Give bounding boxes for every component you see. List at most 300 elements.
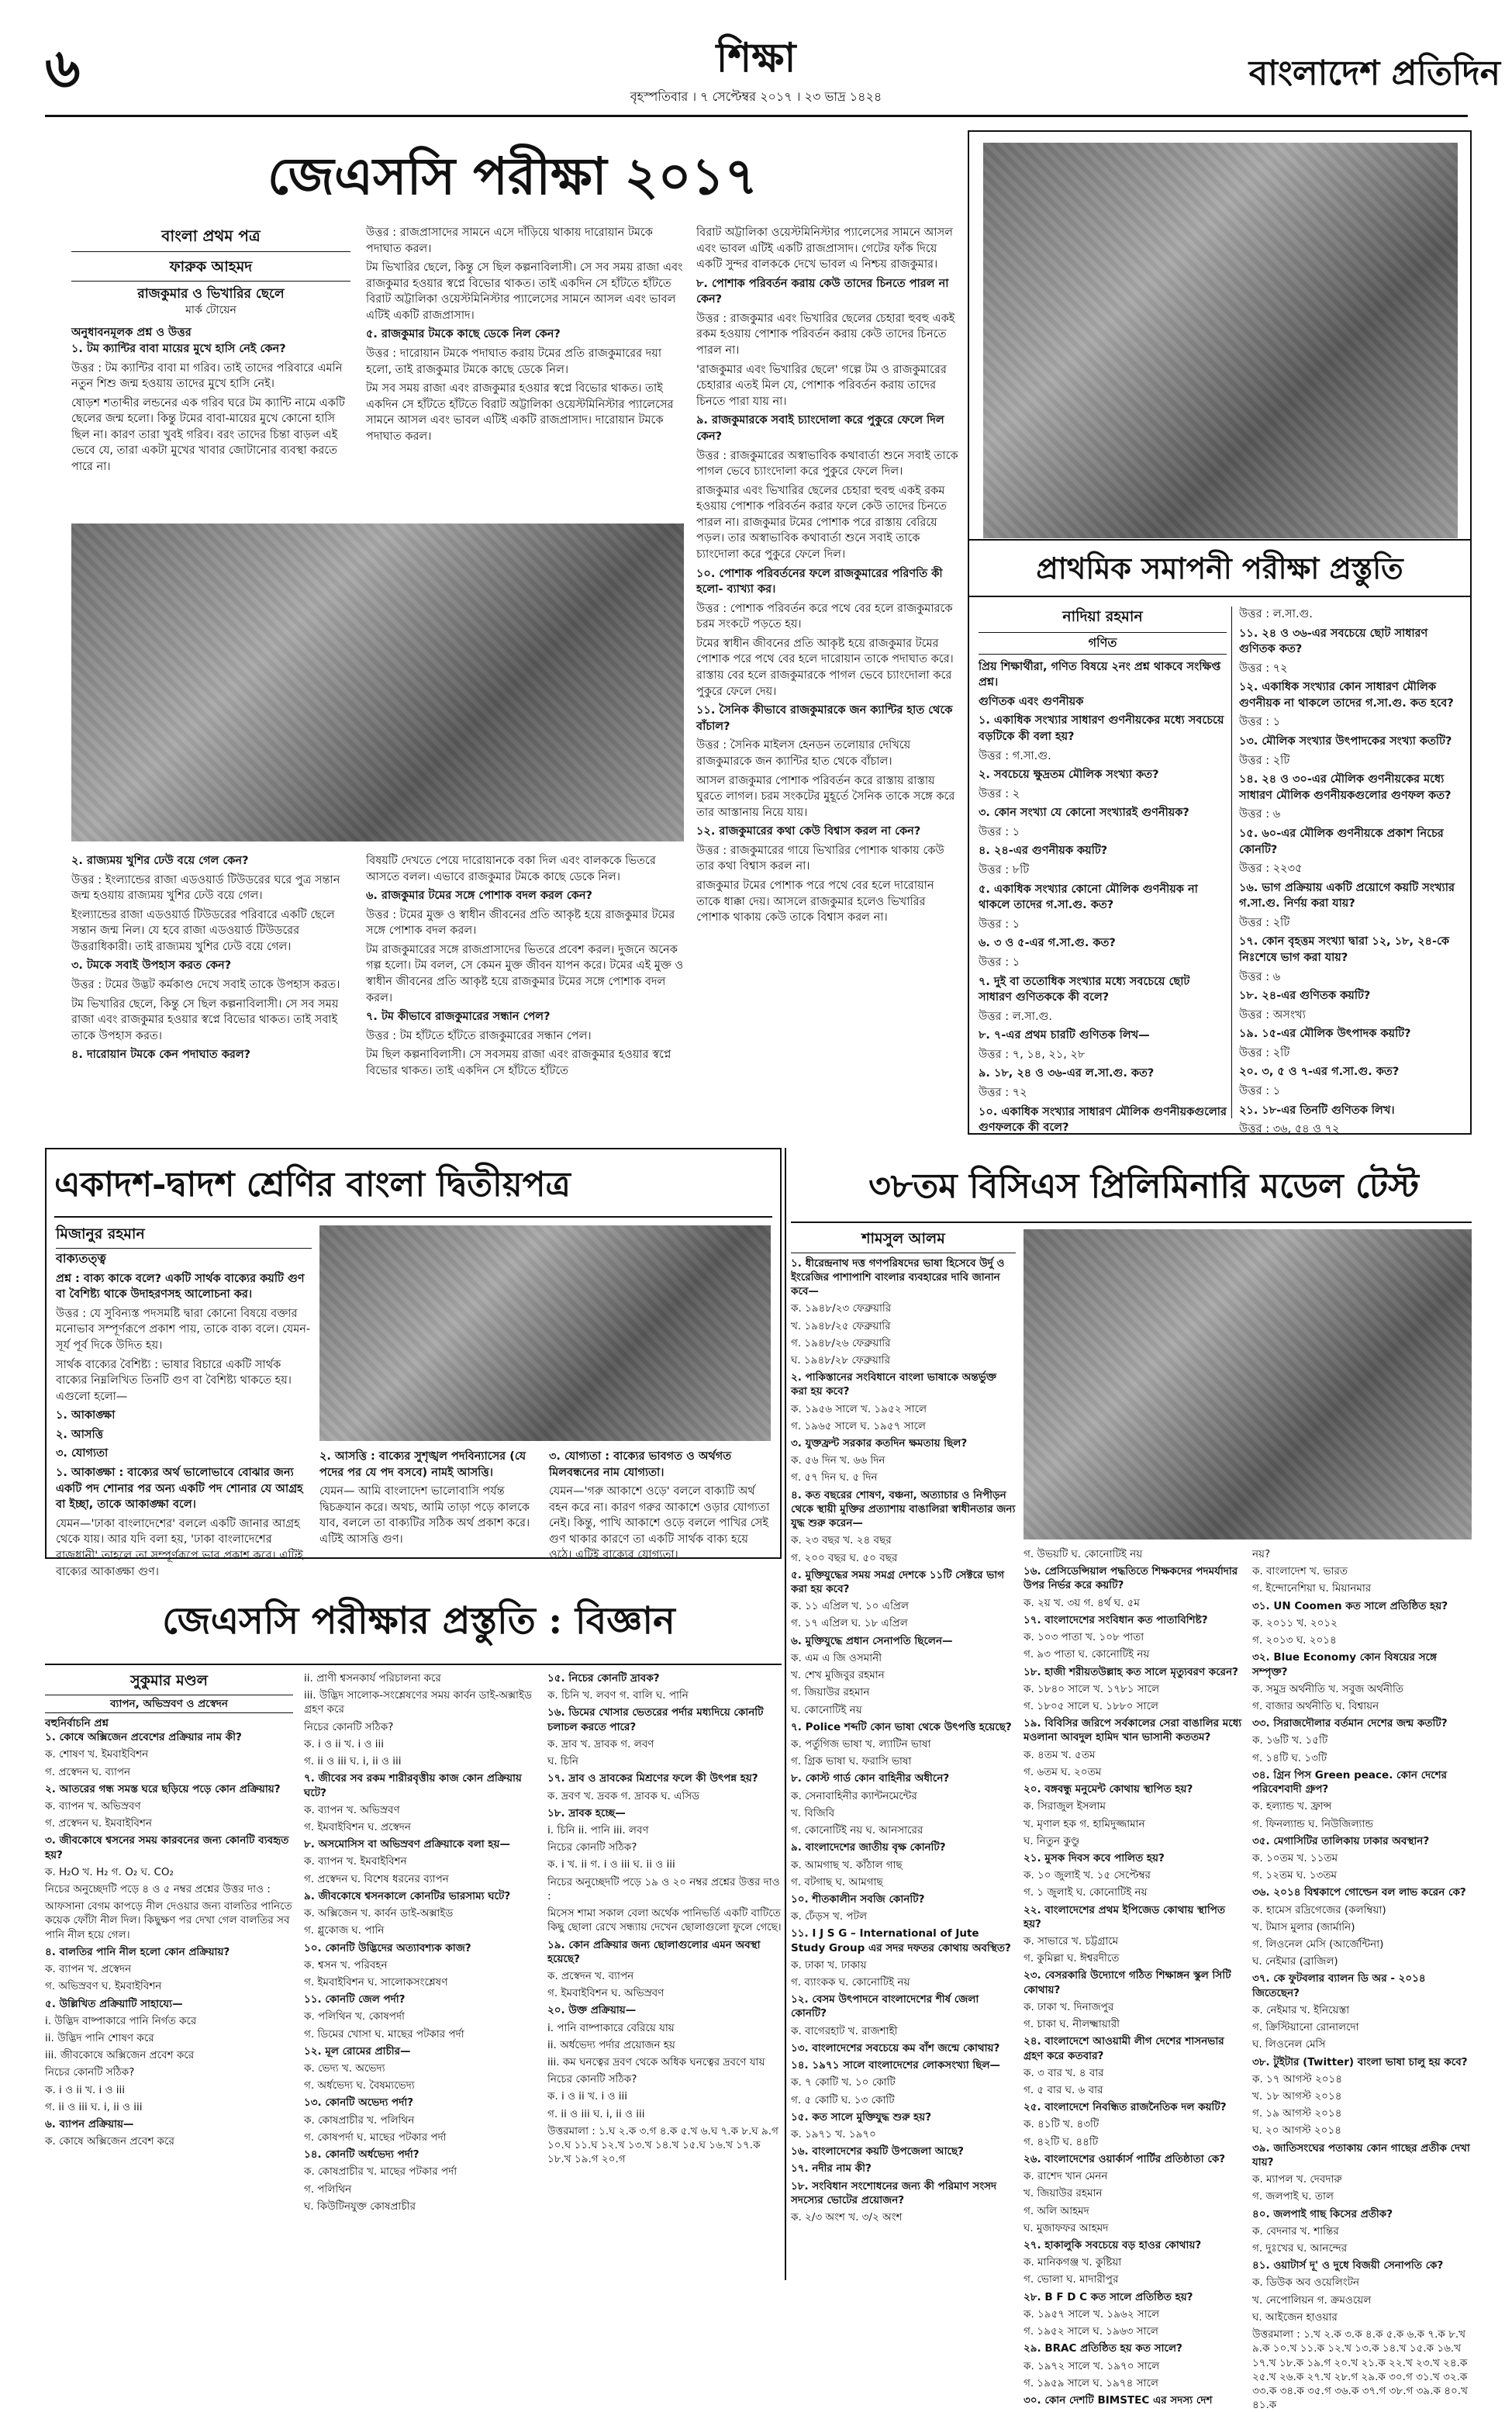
psc-topic: গুণিতক এবং গুণনীয়ক bbox=[979, 695, 1084, 708]
text-line: খ. বিজিবি bbox=[791, 1806, 835, 1819]
text-line: ঘ. মুজাফফর আহমদ bbox=[1024, 2221, 1109, 2234]
text-line: গ. ১৯৬৫ সালে ঘ. ১৯৫৭ সালে bbox=[791, 1419, 926, 1432]
jsc-a4-detail: টম ভিখারির ছেলে, কিন্তু সে ছিল কল্পনাবিলাসী। সে সব সময় রাজা এবং রাজকুমার হওয়ার স্বপ্নে বিভোর থাকত। তাই একদিন সে হাঁটতে হাঁটতে বিরাট অট্টালিকা ওয়েস্টমিনিস্টার প্যালেসের সামনে আসল এবং ভাবল এটিই একটি রাজপ্রাসাদ। bbox=[366, 261, 683, 322]
text-line: ১৮. দ্রাবক হচ্ছে— bbox=[547, 1806, 626, 1819]
jsc-a3: উত্তর : টমের উদ্ভট কর্মকাণ্ড দেখে সবাই তাকে উপহাস করত। bbox=[71, 979, 340, 992]
text-line: গ. কুমিল্লা ঘ. ঈশ্বরদীতে bbox=[1024, 1952, 1120, 1965]
text-line: ৫. মুক্তিযুদ্ধের সময় সমগ্র দেশকে ১১টি সেক্টরে ভাগ করা হয় কবে? bbox=[791, 1568, 1005, 1596]
text-line: খ. ১৯৪৮/২৫ ফেব্রুয়ারি bbox=[791, 1319, 891, 1332]
text-line: ক. ১১ এপ্রিল খ. ১০ এপ্রিল bbox=[791, 1600, 909, 1613]
jsc-q11: ১১. সৈনিক কীভাবে রাজকুমারকে জন ক্যান্টির হাত থেকে বাঁচাল? bbox=[696, 704, 953, 733]
bcs-column-3 bbox=[1252, 1547, 1472, 2412]
bangla2-title-rule bbox=[54, 1216, 772, 1218]
jsc-author: ফারুক আহমদ bbox=[169, 258, 253, 276]
text-line: উত্তর : ২টি bbox=[1239, 754, 1290, 767]
jsc-q9: ৯. রাজকুমারকে সবাই চ্যাংদোলা করে পুকুরে ফেলে দিল কেন? bbox=[696, 414, 944, 443]
text-line: উত্তর : ২২৩৫ bbox=[1239, 862, 1303, 876]
text-line: i. চিনি ii. পানি iii. লবণ bbox=[547, 1823, 649, 1837]
text-line: ৩৬. ২০১৪ বিশ্বকাপে গোল্ডেন বল লাভ করেন কে? bbox=[1252, 1886, 1466, 1899]
text-line: উত্তর : ৬ bbox=[1239, 970, 1281, 983]
text-line: ৩. জীবকোষে শ্বসনের সময় কারবনের জন্য কোনটি ব্যবহৃত হয়? bbox=[45, 1834, 289, 1861]
text-line: ক. ৫৬ দিন খ. ৬৬ দিন bbox=[791, 1454, 885, 1467]
jsc-headline: জেএসসি পরীক্ষা ২০১৭ bbox=[268, 146, 758, 206]
text-line: ক. ভেদ্য খ. অভেদ্য bbox=[304, 2062, 385, 2075]
bangla2-author: মিজানুর রহমান bbox=[56, 1225, 145, 1242]
text-line: ৩২. Blue Economy কোন বিষয়ের সঙ্গে সম্পৃক্ত? bbox=[1252, 1651, 1437, 1678]
text-line: ক. হল্যান্ড খ. ফ্রান্স bbox=[1252, 1800, 1332, 1813]
text-line: ২৯. BRAC প্রতিষ্ঠিত হয় কত সালে? bbox=[1024, 2342, 1182, 2355]
text-line: উত্তর : ৩৬, ৫৪ ও ৭২ bbox=[1239, 1123, 1340, 1136]
text-line: গ. ১৯ আগস্ট ২০১৪ bbox=[1252, 2107, 1342, 2120]
text-line: উত্তর : ২টি bbox=[1239, 1046, 1290, 1059]
science-question-list-1 bbox=[45, 1730, 293, 2148]
text-line: ৩৫. মেগাসিটির তালিকায় ঢাকার অবস্থান? bbox=[1252, 1834, 1430, 1847]
bcs-rule bbox=[791, 1222, 1472, 1223]
text-line: ii. উদ্ভিদ পানি শোষণ করে bbox=[45, 2032, 154, 2045]
text-line: ২৫. বাংলাদেশে নিবন্ধিত রাজনৈতিক দল কয়টি? bbox=[1024, 2101, 1227, 2114]
text-line: ১৩. মৌলিক সংখ্যার উৎপাদকের সংখ্যা কতটি? bbox=[1239, 735, 1452, 748]
text-line: ঘ. কিউটিনযুক্ত কোষপ্রাচীর bbox=[304, 2199, 416, 2213]
jsc-column-2 bbox=[366, 225, 684, 516]
jsc-a8-detail: 'রাজকুমার এবং ভিখারির ছেলে' গল্পে টম ও রাজকুমারের চেহারার এতই মিল যে, পোশাক পরিবর্তন করায় তাদের চিনতে পারা যায় না। bbox=[696, 363, 947, 408]
text-line: ১৭. নদীর নাম কী? bbox=[791, 2162, 872, 2175]
text-line: ৭. Police শব্দটি কোন ভাষা থেকে উৎপত্তি হয়েছে? bbox=[791, 1720, 1012, 1733]
text-line: ৩. যুক্তফ্রন্ট সরকার কতদিন ক্ষমতায় ছিল? bbox=[791, 1437, 968, 1450]
text-line: গ. ১৪টি ঘ. ১৩টি bbox=[1252, 1751, 1327, 1764]
text-line: ক. কোষপ্রাচীর খ. পলিথিন bbox=[304, 2113, 415, 2127]
text-line: গ. ইমবাইবিশন ঘ. সালোকসংশ্লেষণ bbox=[304, 1975, 448, 1989]
text-line: গ. কোনোটিই নয় ঘ. আনসারের bbox=[791, 1824, 923, 1837]
jsc-a9: উত্তর : রাজকুমারের অস্বাভাবিক কথাবার্তা শুনে সবাই তাকে পাগল ভেবে চ্যাংদোলা করে পুকুরে ফেলে দিল। bbox=[696, 449, 958, 479]
text-line: ১০. একাধিক সংখ্যার সাধারণ মৌলিক গুণনীয়কগুলোর গুণফলকে কী বলে? bbox=[979, 1105, 1227, 1135]
text-line: গ. পলিথিন bbox=[304, 2182, 352, 2196]
text-line: ১০. কোনটি উদ্ভিদের অত্যাবশ্যক কাজ? bbox=[304, 1941, 471, 1954]
text-line: ২. আতরের গন্ধ সমস্ত ঘরে ছড়িয়ে পড়ে কোন প্রক্রিয়ায়? bbox=[45, 1782, 281, 1795]
text-line: ক. ২০১১ খ. ২০১২ bbox=[1252, 1616, 1338, 1629]
text-line: গ. ৪২টি ঘ. ৪৪টি bbox=[1024, 2135, 1099, 2148]
text-line: ৬. ব্যাপন প্রক্রিয়ায়— bbox=[45, 2118, 134, 2131]
text-line: নিচের অনুচ্ছেদটি পড়ে ১৯ ও ২০ নম্বর প্রশ্নের উত্তর দাও : bbox=[547, 1875, 780, 1902]
text-line: ৪. ২৪-এর গুণনীয়ক কয়টি? bbox=[979, 845, 1108, 858]
jsc-a12-detail: রাজকুমার টমের পোশাক পরে পথে বের হলে দারোয়ান তাকে ধাক্কা দেয়। আসলে রাজকুমার হলেও ভিখারির পোশাক থাকায় কেউ তাকে বিশ্বাস করল না। bbox=[696, 879, 934, 924]
text-line: ৫. উল্লিখিত প্রক্রিয়াটি সাহায্যে— bbox=[45, 1997, 183, 2010]
bangla2-column-1 bbox=[56, 1224, 312, 1578]
jsc-q7: ৭. টম কীভাবে রাজকুমারের সন্ধান পেল? bbox=[366, 1011, 551, 1024]
text-line: ক. দ্রাব খ. দ্রাবক গ. লবণ bbox=[547, 1737, 654, 1750]
text-line: ii. প্রাণী শ্বসনকার্য পরিচালনা করে bbox=[304, 1672, 441, 1685]
bcs-author: শামসুল আলম bbox=[791, 1229, 1016, 1253]
bcs-column-1 bbox=[791, 1229, 1016, 2284]
text-line: নিচের কোনটি সঠিক? bbox=[45, 2066, 135, 2079]
text-line: ৩৪. গ্রিন পিস Green peace. কোন দেশের পরিবেশবাদী গ্রুপ? bbox=[1252, 1768, 1448, 1796]
text-line: ১৩. বাংলাদেশের সবচেয়ে কম বাঁশ জন্মে কোথায়? bbox=[791, 2041, 1000, 2054]
text-line: ১৯. বিবিসির জরিপে সর্বকালের সেরা বাঙালির মধ্যে মওলানা আবদুল হামিদ খান ভাসানী কততম? bbox=[1024, 1717, 1242, 1744]
byline-rule bbox=[71, 281, 350, 282]
text-line: ৬. ৩ ও ৫-এর গ.সা.গু. কত? bbox=[979, 937, 1116, 950]
text-line: গ. লিওনেল মেসি (আর্জেন্টিনা) bbox=[1252, 1938, 1384, 1951]
text-line: ৩৯. জাতিসংঘের পতাকায় কোন গাছের প্রতীক দেখা যায়? bbox=[1252, 2141, 1470, 2168]
text-line: ২২. বাংলাদেশের প্রথম ইপিজেড কোথায় স্থাপিত হয়? bbox=[1024, 1903, 1226, 1930]
text-line: ২. আসত্তি : বাক্যের সুশৃঙ্খল পদবিন্যাসের (যে পদের পর যে পদ বসবে) নামই আসত্তি। bbox=[319, 1450, 526, 1479]
jsc-q4: ৪. দারোয়ান টমকে কেন পদাঘাত করল? bbox=[71, 1049, 251, 1062]
text-line: ক. চিনি খ. লবণ গ. বালি ঘ. পানি bbox=[547, 1689, 689, 1702]
students-reading-photo bbox=[983, 143, 1458, 538]
text-line: ১১. কোনটি জেল পর্দা? bbox=[304, 1993, 406, 2006]
text-line: গ. ডিমের খোসা ঘ. মাছের পটকার পর্দা bbox=[304, 2027, 464, 2041]
psc-divider bbox=[1231, 606, 1232, 1118]
text-line: উত্তর : ১ bbox=[979, 955, 1020, 969]
text-line: ১৬. প্রেসিডেন্সিয়াল পদ্ধতিতে শিক্ষকদের পদমর্যাদার উপর নির্ভর করে কয়টি? bbox=[1024, 1565, 1238, 1592]
bangla2-text-2 bbox=[319, 1449, 540, 1547]
text-line: ১৩. কোনটি অভেদ্য পর্দা? bbox=[304, 2096, 414, 2110]
text-line: ক. ৪১টি খ. ৪৩টি bbox=[1024, 2118, 1099, 2131]
text-line: ক. ব্যাপন খ. অভিস্রবণ bbox=[304, 1803, 400, 1816]
psc-title-banner bbox=[969, 539, 1470, 597]
text-line: i. পানি বাষ্পাকারে বেরিয়ে যায় bbox=[547, 2021, 675, 2034]
jsc-a4: উত্তর : রাজপ্রাসাদের সামনে এসে দাঁড়িয়ে থাকায় দারোয়ান টমকে পদাঘাত করল। bbox=[366, 226, 653, 255]
text-line: ক. ৭ কোটি খ. ১০ কোটি bbox=[791, 2076, 896, 2089]
text-line: ঘ. কোনোটিই নয় bbox=[791, 1703, 862, 1716]
text-line: ক. পর্তুগিজ ভাষা খ. ল্যাটিন ভাষা bbox=[791, 1737, 931, 1750]
text-line: ২৮. B F D C কত সালে প্রতিষ্ঠিত হয়? bbox=[1024, 2290, 1193, 2303]
text-line: গ. ৫ বার ঘ. ৬ বার bbox=[1024, 2084, 1103, 2096]
text-line: গ. ১৯৫৯ সালে ঘ. ১৯৭৪ সালে bbox=[1024, 2376, 1158, 2390]
jsc-a8: উত্তর : রাজকুমার এবং ভিখারির ছেলের চেহারা হুবহু একই রকম হওয়ায় পোশাক পরিবর্তন করায় কেউ তাদের চিনতে পারল না। bbox=[696, 312, 955, 358]
text-line: ৩০. কোন দেশটি BIMSTEC এর সদস্য দেশ bbox=[1024, 2393, 1213, 2407]
jsc-a12: উত্তর : রাজকুমারের গায়ে ভিখারির পোশাক থাকায় কেউ তার কথা বিশ্বাস করল না। bbox=[696, 844, 944, 873]
jsc-q12: ১২. রাজকুমারের কথা কেউ বিশ্বাস করল না কেন? bbox=[696, 825, 921, 838]
text-line: গ. অর্ধভেদ্য ঘ. বৈষম্যভেদ্য bbox=[304, 2079, 415, 2092]
jsc-a5: উত্তর : দারোয়ান টমকে পদাঘাত করায় টমের প্রতি রাজকুমারের দয়া হলো, তাই রাজকুমার টমকে কাছে ডেকে নিল। bbox=[366, 347, 662, 376]
psc-column-2 bbox=[1239, 606, 1464, 1136]
text-line: উত্তর : গ.সা.গু. bbox=[979, 749, 1051, 762]
text-line: গ. ii ও iii ঘ. i, ii ও iii bbox=[45, 2100, 143, 2113]
psc-title: প্রাথমিক সমাপনী পরীক্ষা প্রস্তুতি bbox=[1036, 551, 1403, 586]
text-line: ১৮. ২৪-এর গুণিতক কয়টি? bbox=[1239, 990, 1371, 1003]
text-line: উত্তরমালা : ১.খ ২.ক ৩.ক ৪.ক ৫.ক ৬.ক ৭.ক ৮.খ ৯.ক ১০.খ ১১.ক ১২.খ ১৩.ক ১৪.খ ১৫.ক ১৬.খ ১৭.খ ১৮.ক ১৯.গ ২০.খ ২১.ক ২২.খ ২৩.খ ২৪.ক ২৫.খ ২৬.ক ২৭.খ ২৮.গ ২৯.ক ৩০.গ ৩১.খ ৩২.ক ৩৩.ক ৩৪.ক ৩৫.গ ৩৬.ক ৩৭.গ ৩৮.গ ৩৯.ক ৪০.খ ৪১.ক bbox=[1252, 2328, 1468, 2412]
text-line: ৯. জীবকোষে শ্বসনকালে কোনটির ভারসাম্য ঘটে? bbox=[304, 1889, 511, 1902]
text-line: গ. ১৭ এপ্রিল ঘ. ১৮ এপ্রিল bbox=[791, 1617, 908, 1630]
jsc-a2: উত্তর : ইংল্যান্ডের রাজা এডওয়ার্ড টিউডরের ঘরে পুত্র সন্তান জন্ম হওয়ায় রাজ্যময় খুশির ঢেউ বয়ে গেল। bbox=[71, 873, 340, 903]
text-line: ৯. ১৮, ২৪ ও ৩৬-এর ল.সা.গু. কত? bbox=[979, 1067, 1155, 1080]
text-line: ৮. ৭-এর প্রথম চারটি গুণিতক লিখ— bbox=[979, 1029, 1150, 1042]
text-line: উত্তর : অসংখ্য bbox=[1239, 1008, 1306, 1021]
text-line: ১. আকাঙ্ক্ষা bbox=[56, 1409, 116, 1422]
text-line: ২৬. বাংলাদেশের ওয়ার্কার্স পার্টির প্রতিষ্ঠাতা কে? bbox=[1024, 2152, 1226, 2165]
jsc-q5: ৫. রাজকুমার টমকে কাছে ডেকে নিল কেন? bbox=[366, 328, 561, 341]
text-line: ২০. বঙ্গবন্ধু মনুমেন্ট কোথায় স্থাপিত হয়? bbox=[1024, 1783, 1193, 1796]
text-line: ১৪. ২৪ ও ৩০-এর মৌলিক গুণনীয়কের মধ্যে সাধারণ মৌলিক গুণনীয়কগুলোর গুণফল কত? bbox=[1239, 773, 1452, 802]
text-line: ক. ঢাকা খ. ঢাকায় bbox=[791, 1958, 867, 1971]
text-line: প্রশ্ন : বাক্য কাকে বলে? একটি সার্থক বাক্যের কয়টি গুণ বা বৈশিষ্ট্য থাকে উদাহরণসহ আলোচনা কর। bbox=[56, 1272, 305, 1301]
text-line: গ. ৫ কোটি ঘ. ১৩ কোটি bbox=[791, 2093, 895, 2106]
text-line: ১৬. ডিমের খোসার ভেতরের পর্দার মধ্যদিয়ে কোনটি চলাচল করতে পারে? bbox=[547, 1706, 764, 1733]
text-line: ২১. ১৮-এর তিনটি গুণিতক লিখ। bbox=[1239, 1104, 1395, 1117]
bcs-question-list-2 bbox=[1024, 1547, 1244, 2407]
jsc-a9-detail: রাজকুমার এবং ভিখারির ছেলের চেহারা হুবহু একই রকম হওয়ায় পোশাক পরিবর্তন করার ফলে কেউ তাদের চিনতে পারল না। রাজকুমার টমের পোশাক পরে রাস্তায় বেরিয়ে পড়ল। তার অস্বাভাবিক কথাবার্তা শুনে সবাই তাকে চ্যাংদোলা করে পুকুরে ফেলে দিল। bbox=[696, 484, 947, 561]
jsc-q10: ১০. পোশাক পরিবর্তনের ফলে রাজকুমারের পরিণতি কী হলো- ব্যাখ্যা কর। bbox=[696, 567, 943, 596]
text-line: ক. আমগাছ খ. কাঁঠাল গাছ bbox=[791, 1858, 903, 1871]
text-line: ক. ১৯৭১ খ. ১৯৭০ bbox=[791, 2128, 876, 2141]
text-line: ক. i খ. ii গ. i ও iii ঘ. ii ও iii bbox=[547, 1858, 675, 1871]
text-line: ১২. একাধিক সংখ্যার কোন সাধারণ মৌলিক গুণনীয়ক না থাকলে তাদের গ.সা.গু. কত হবে? bbox=[1239, 681, 1454, 710]
text-line: ক. ১০ জুলাই খ. ১৫ সেপ্টেম্বর bbox=[1024, 1869, 1151, 1882]
text-line: ঘ. লিওনেল মেসি bbox=[1252, 2038, 1326, 2051]
page-header bbox=[0, 0, 1512, 132]
section-name: শিক্ষা bbox=[716, 34, 796, 81]
text-line: iii. কম ঘনত্বের দ্রবণ থেকে অধিক ঘনত্বের দ্রবণে যায় bbox=[547, 2056, 765, 2069]
science-column-3 bbox=[547, 1671, 782, 2284]
text-line: ৯. বাংলাদেশের জাতীয় বৃক্ষ কোনটি? bbox=[791, 1841, 946, 1854]
text-line: গ. উভয়টি ঘ. কোনোটিই নয় bbox=[1024, 1548, 1143, 1560]
text-line: i. উদ্ভিদ বাষ্পাকারে পানি নির্গত করে bbox=[45, 2014, 197, 2027]
bcs-headline: ৩৮তম বিসিএস প্রিলিমিনারি মডেল টেস্ট bbox=[868, 1166, 1419, 1206]
text-line: ক. i ও ii খ. i ও iii bbox=[547, 2090, 628, 2103]
text-line: ক. এম এ জি ওসমানী bbox=[791, 1651, 882, 1664]
text-line: গ. ২০০ বছর ঘ. ৫০ বছর bbox=[791, 1551, 898, 1564]
text-line: ক. ১৭ আগস্ট ২০১৪ bbox=[1252, 2072, 1343, 2085]
text-line: ২১. মুসক দিবস কবে পালিত হয়? bbox=[1024, 1851, 1165, 1864]
text-line: ক. ১৯৪৮/২৩ ফেব্রুয়ারি bbox=[791, 1302, 892, 1315]
text-line: গ. জলপাই ঘ. তাল bbox=[1252, 2190, 1334, 2203]
text-line: ক. ১৮৪০ সালে খ. ১৭৮১ সালে bbox=[1024, 1682, 1160, 1695]
text-line: ক. ঢেঁড়স খ. পটল bbox=[791, 1910, 868, 1923]
science-chapter: ব্যাপন, অভিস্রবণ ও প্রস্বেদন bbox=[45, 1695, 293, 1713]
text-line: ৩৩. সিরাজদৌলার বর্তমান দেশের জন্ম কতটি? bbox=[1252, 1717, 1448, 1730]
text-line: যেমন—'ঢাকা বাংলাদেশের' বললে একটি জানার আগ্রহ থেকে যায়। আর যদি বলা হয়, 'ঢাকা বাংলাদেশের রাজধানী' তাহলে তা সম্পূর্ণরূপে ভাব প্রকাশ করে। এটিই বাক্যের আকাঙ্ক্ষা গুণ। bbox=[56, 1517, 303, 1578]
text-line: উত্তরমালা : ১.ঘ ২.ক ৩.গ ৪.ক ৫.খ ৬.ঘ ৭.ক ৮.ঘ ৯.গ ১০.ঘ ১১.ঘ ১২.খ ১৩.খ ১৪.খ ১৫.ঘ ১৬.খ ১৭.ক ১৮.খ ১৯.গ ২০.গ bbox=[547, 2124, 778, 2166]
text-line: গ. ৯৩ পাতা ঘ. কোনোটিই নয় bbox=[1024, 1648, 1150, 1661]
jsc-a7-cont: বিরাট অট্টালিকা ওয়েস্টমিনিস্টার প্যালেসের সামনে আসল এবং ভাবল এটিই একটি রাজপ্রাসাদ। গেটের ফাঁক দিয়ে একটি সুন্দর বালককে দেখে ভাবল এ নিশ্চয় রাজকুমার। bbox=[696, 226, 953, 271]
jsc-a5-detail: টম সব সময় রাজা এবং রাজকুমার হওয়ার স্বপ্নে বিভোর থাকত। তাই একদিন সে হাঁটতে হাঁটতে বিরাট অট্টালিকা ওয়েস্টমিনিস্টার প্যালেসের সামনে আসল এবং ভাবল এটিই একটি রাজপ্রাসাদ। দারোয়ান টমকে পদাঘাত করল। bbox=[366, 382, 674, 443]
psc-subject: গণিত bbox=[979, 632, 1227, 655]
text-line: ঘ. ২০ আগস্ট ২০১৪ bbox=[1252, 2124, 1341, 2137]
jsc-a1-detail: ষোড়শ শতাব্দীর লন্ডনের এক গরিব ঘরে টম ক্যান্টি নামে একটি ছেলের জন্ম হলো। কিন্তু টমের বাবা-মায়ের মুখে কোনো হাসি ছিল না। কারণ তারা খুবই গরিব। বরং তাদের চিন্তা বাড়ল এই ভেবে যে, তারা একটা মুখের খাবার জোটানোর ব্যবস্থা করতে পারে না। bbox=[71, 396, 345, 473]
text-line: গ. দুঃখের ঘ. আনন্দের bbox=[1252, 2241, 1348, 2255]
science-intro: বহুনির্বাচনি প্রশ্ন bbox=[45, 1716, 109, 1730]
text-line: গ. ব্যাংকক ঘ. কোনোটিই নয় bbox=[791, 1976, 910, 1989]
text-line: ৩. যোগ্যতা : বাক্যের ভাবগত ও অর্থগত মিলবন্ধনের নাম যোগ্যতা। bbox=[549, 1450, 732, 1479]
text-line: খ. জিয়াউর রহমান bbox=[1024, 2187, 1103, 2200]
text-line: খ. টমাস মুলার (জার্মানি) bbox=[1252, 1920, 1355, 1933]
text-line: ক. ১০৩ পাতা খ. ১০৮ পাতা bbox=[1024, 1631, 1144, 1644]
text-line: ১৫. নিচের কোনটি দ্রাবক? bbox=[547, 1672, 660, 1685]
text-line: ১১. ২৪ ও ৩৬-এর সবচেয়ে ছোট সাধারণ গুণিতক কত? bbox=[1239, 627, 1428, 656]
jsc-column-1b bbox=[71, 853, 350, 1117]
text-line: উত্তর : ৮টি bbox=[979, 864, 1030, 877]
text-line: ঘ. নেইমার (ব্রাজিল) bbox=[1252, 1955, 1338, 1968]
jsc-a3-detail: টম ভিখারির ছেলে, কিন্তু সে ছিল কল্পনাবিলাসী। সে সব সময় রাজা এবং রাজকুমার হওয়ার স্বপ্নে বিভোর থাকত। তাই সবাই তাকে উপহাস করত। bbox=[71, 997, 339, 1042]
science-column-2 bbox=[304, 1671, 537, 2284]
text-line: ১৭. কোন বৃহত্তম সংখ্যা দ্বারা ১২, ১৮, ২৪-কে নিঃশেষে ভাগ করা যায়? bbox=[1239, 935, 1449, 964]
text-line: ঘ. আইজেন হাওয়ার bbox=[1252, 2310, 1338, 2324]
text-line: ক. i ও ii খ. i ও iii bbox=[45, 2083, 126, 2096]
text-line: ৪. বালতির পানি নীল হলো কোন প্রক্রিয়ায়? bbox=[45, 1945, 230, 1958]
text-line: ক. সমুদ্র অর্থনীতি খ. সবুজ অর্থনীতি bbox=[1252, 1682, 1403, 1695]
text-line: সার্থক বাক্যের বৈশিষ্ট্য : ভাষার বিচারে একটি সার্থক বাক্যের নিম্নলিখিত তিনটি গুণ বা বৈশিষ্ট্য থাকতে হয়। এগুলো হলো— bbox=[56, 1358, 292, 1403]
text-line: উত্তর : ল.সা.গু. bbox=[1239, 608, 1314, 620]
text-line: নিচের কোনটি সঠিক? bbox=[547, 2073, 637, 2086]
text-line: ক. রাশেদ খান মেনন bbox=[1024, 2170, 1108, 2183]
text-line: গ. প্রস্বেদন ঘ. ব্যাপন bbox=[45, 1765, 131, 1778]
text-line: গ. ২০১৩ ঘ. ২০১৪ bbox=[1252, 1634, 1337, 1647]
text-line: গ. ১৯৪৮/২৬ ফেব্রুয়ারি bbox=[791, 1336, 891, 1349]
text-line: গ. ক্রিস্টিয়ানো রোনালদো bbox=[1252, 2021, 1359, 2034]
jsc-a11-detail: আসল রাজকুমার পোশাক পরিবর্তন করে রাস্তায় রাস্তায় ঘুরতে লাগল। চরম সংকটের মুহূর্তে সৈনিক তাকে সঙ্গে করে তার আস্তানায় নিয়ে যায়। bbox=[696, 774, 955, 819]
text-line: খ. নেপোলিয়ন গ. ক্রমওয়েল bbox=[1252, 2293, 1372, 2307]
text-line: গ. ১৮০৫ সালে ঘ. ১৮৮০ সালে bbox=[1024, 1699, 1158, 1712]
text-line: ৫. একাধিক সংখ্যার কোনো মৌলিক গুণনীয়ক না থাকলে তাদের গ.সা.গু. কত? bbox=[979, 883, 1198, 912]
college-students-photo bbox=[319, 1225, 771, 1441]
text-line: ক. ১৬টি খ. ১৫টি bbox=[1252, 1734, 1328, 1747]
science-rule bbox=[45, 1664, 782, 1665]
page-number: ৬ bbox=[45, 36, 81, 100]
text-line: উত্তর : ৭২ bbox=[979, 1086, 1027, 1099]
text-line: ক. সাভারে খ. চট্টগ্রামে bbox=[1024, 1935, 1119, 1948]
jsc-a11: উত্তর : সৈনিক মাইলস হেনডন তলোয়ার দেখিয়ে রাজকুমারকে জন ক্যান্টির হাত থেকে বাঁচাল। bbox=[696, 739, 911, 768]
bangla2-text-3 bbox=[549, 1449, 771, 1564]
text-line: গ. বটগাছ ঘ. আমগাছ bbox=[791, 1875, 883, 1888]
jsc-a10: উত্তর : পোশাক পরিবর্তন করে পথে বের হলে রাজকুমারকে চরম সংকটে পড়তে হয়। bbox=[696, 602, 953, 631]
text-line: ক. দ্রবণ খ. দ্রবক গ. দ্রাবক ঘ. এসিড bbox=[547, 1789, 700, 1802]
jsc-story-title: রাজকুমার ও ভিখারির ছেলে bbox=[137, 286, 285, 302]
text-line: ১২. বেসম উৎপাদনে বাংলাদেশের শীর্ষ জেলা কোনটি? bbox=[791, 1993, 979, 2020]
text-line: ১১. I J S G – International of Jute Study Group এর সদর দফতর কোথায় অবস্থিত? bbox=[791, 1927, 1011, 1954]
text-line: উত্তর : ল.সা.গু. bbox=[979, 1010, 1053, 1023]
text-line: ১৭. দ্রাব ও দ্রাবকের মিশ্রণের ফলে কী উৎপন্ন হয়? bbox=[547, 1772, 758, 1785]
text-line: ৩৮. টুইটার (Twitter) বাংলা ভাষা চালু হয় কবে? bbox=[1252, 2055, 1468, 2068]
psc-question-list-1 bbox=[979, 713, 1227, 1135]
text-line: ১৬. বাংলাদেশের কয়টি উপজেলা আছে? bbox=[791, 2145, 964, 2158]
jsc-a2-detail: ইংল্যান্ডের রাজা এডওয়ার্ড টিউডরের পরিবারে একটি ছেলে সন্তান জন্ম নিল। যে হবে রাজা এডওয়ার্ড টিউডরের উত্তরাধিকারী। তাই রাজ্যময় খুশির ঢেউ বয়ে গেল। bbox=[71, 908, 335, 953]
text-line: নয়? bbox=[1252, 1548, 1271, 1560]
text-line: মিসেস শামা সকাল বেলা অর্থেক পানিভর্তি একটি বাটিতে কিছু ছোলা রেখে সন্ধ্যায় দেখেন ছোলাগুলো ফুলে গেছে। bbox=[547, 1907, 782, 1934]
bangla2-box bbox=[45, 1148, 782, 1578]
text-line: গ. ভোলা ঘ. মাদারীপুর bbox=[1024, 2273, 1119, 2286]
text-line: উত্তর : ৬ bbox=[1239, 808, 1281, 821]
newspaper-name: বাংলাদেশ প্রতিদিন bbox=[1248, 54, 1500, 93]
text-line: ক. ১৯৫৭ সালে খ. ১৯৬২ সালে bbox=[1024, 2307, 1160, 2320]
text-line: গ. জিয়াউর রহমান bbox=[791, 1686, 870, 1699]
text-line: ১৪. ১৯৭১ সালে বাংলাদেশের লোকসংখ্যা ছিল— bbox=[791, 2059, 1001, 2072]
text-line: ঘ. চিনি bbox=[547, 1755, 578, 1768]
text-line: উত্তর : ২ bbox=[979, 787, 1020, 800]
text-line: ক. ২য় খ. ৩য় গ. ৪র্থ ঘ. ৫ম bbox=[1024, 1596, 1140, 1609]
text-line: নিচের কোনটি সঠিক? bbox=[547, 1841, 637, 1854]
text-line: ক. ঢাকা খ. দিনাজপুর bbox=[1024, 2000, 1114, 2013]
text-line: ৮. অসমোসিস বা অভিস্রবণ প্রক্রিয়াকে বলা হয়— bbox=[304, 1838, 510, 1851]
jsc-column-3 bbox=[696, 225, 960, 1117]
text-line: গ. ১২তম ঘ. ১৩তম bbox=[1252, 1869, 1337, 1882]
jsc-q2: ২. রাজ্যময় খুশির ঢেউ বয়ে গেল কেন? bbox=[71, 855, 249, 867]
text-line: ২. আসত্তি bbox=[56, 1428, 103, 1441]
text-line: ১৫. ৬০-এর মৌলিক গুণনীয়কে প্রকাশ নিচের কোনটি? bbox=[1239, 827, 1444, 856]
text-line: গ. ii ও iii ঘ. i, ii ও iii bbox=[304, 1755, 402, 1768]
psc-author: নাদিয়া রহমান bbox=[1062, 608, 1143, 625]
text-line: ১৯. কোন প্রক্রিয়ার জন্য ছোলাগুলোর এমন অবস্থা হয়েছে? bbox=[547, 1938, 761, 1965]
text-line: ১২. মূল রোমের প্রাচীর— bbox=[304, 2044, 411, 2058]
text-line: ২৭. হাকালুকি সবচেয়ে বড় হাওর কোথায়? bbox=[1024, 2238, 1202, 2251]
text-line: ঘ. ১৯৪৮/২৮ ফেব্রুয়ারি bbox=[791, 1353, 891, 1367]
jsc-intro: অনুধাবনমূলক প্রশ্ন ও উত্তর bbox=[71, 327, 192, 340]
science-headline: জেএসসি পরীক্ষার প্রস্তুতি : বিজ্ঞান bbox=[162, 1599, 675, 1643]
text-line: গ. ইন্দোনেশিয়া ঘ. মিয়ানমার bbox=[1252, 1582, 1372, 1595]
psc-column-1 bbox=[979, 606, 1227, 1135]
text-line: ক. শ্বসন খ. পরিবহন bbox=[304, 1958, 388, 1971]
text-line: ৩. যোগ্যতা bbox=[56, 1447, 109, 1460]
jsc-q8: ৮. পোশাক পরিবর্তন করায় কেউ তাদের চিনতে পারল না কেন? bbox=[696, 277, 949, 306]
text-line: ক. i ও ii খ. i ও iii bbox=[304, 1737, 385, 1750]
text-line: ১৪. কোনটি অর্ধভেদ্য পর্দা? bbox=[304, 2148, 419, 2161]
text-line: ক. ২৩ বছর খ. ২৪ বছর bbox=[791, 1534, 892, 1547]
header-rule bbox=[45, 115, 1468, 117]
science-question-list-3 bbox=[547, 1671, 782, 2167]
text-line: ৩. কোন সংখ্যা যে কোনো সংখ্যারই গুণনীয়ক? bbox=[979, 807, 1189, 820]
jsc-a6-detail: টম রাজকুমারের সঙ্গে রাজপ্রাসাদের ভিতরে প্রবেশ করল। দুজনে অনেক গল্প হলো। টম বলল, সে কেমন মুক্ত জীবন যাপন করে। টমের এই মুক্ত ও স্বাধীন জীবনের প্রতি আকৃষ্ট হয়ে রাজকুমার টমের সঙ্গে পোশাক বদল করল। bbox=[366, 943, 684, 1004]
text-line: ১৮. সংবিধান সংশোধনের জন্য কী পরিমাণ সংসদ সদস্যের ভোটের প্রয়োজন? bbox=[791, 2179, 997, 2206]
text-line: গ. গ্রিক ভাষা ঘ. ফরাসি ভাষা bbox=[791, 1755, 912, 1768]
text-line: ক. পলিথিন খ. কোষপর্দা bbox=[304, 2010, 405, 2023]
text-line: উত্তর : ১ bbox=[979, 917, 1020, 931]
bangla2-column-2 bbox=[319, 1449, 540, 1553]
jsc-column-2b bbox=[366, 853, 684, 1117]
jsc-a1: উত্তর : টম ক্যান্টির বাবা মা গরিব। তাই তাদের পরিবারে এমনি নতুন শিশু জন্ম হওয়ায় তাদের মুখে হাসি নেই। bbox=[71, 361, 343, 391]
text-line: ii. অর্ধভেদ্য পর্দার প্রয়োজন হয় bbox=[547, 2038, 675, 2051]
text-line: ২৪. বাংলাদেশে আওয়ামী লীগ দেশের শাসনভার গ্রহণ করে কতবার? bbox=[1024, 2035, 1224, 2062]
text-line: ক. সিরাজুল ইসলাম bbox=[1024, 1800, 1106, 1813]
text-line: ৬. মুক্তিযুদ্ধে প্রধান সেনাপতি ছিলেন— bbox=[791, 1634, 953, 1647]
bangla2-topic: বাক্যতত্ত্ব bbox=[56, 1248, 312, 1268]
text-line: গ. চাকা ঘ. নীলক্ষ্মায়ারী bbox=[1024, 2018, 1120, 2031]
jsc-q6: ৬. রাজকুমার টমের সঙ্গে পোশাক বদল করল কেন? bbox=[366, 890, 592, 903]
text-line: উত্তর : ১ bbox=[1239, 716, 1281, 729]
text-line: গ. গ্লুকোজ ঘ. পানি bbox=[304, 1924, 385, 1937]
text-line: ২৩. বেসরকারি উদ্যোগে গঠিত শিক্ষাঙ্গন স্কুল সিটি কোথায়? bbox=[1024, 1969, 1231, 1996]
text-line: ক. অক্সিজেন খ. কার্বন ডাই-অক্সাইড bbox=[304, 1907, 454, 1920]
text-line: ৪. কত বছরের শোষণ, বঞ্চনা, অত্যাচার ও নিপীড়ন থেকে স্থায়ী মুক্তির প্রত্যাশায় বাঙালিরা স্বাধীনতার জন্য যুদ্ধ শুরু করেন— bbox=[791, 1488, 1016, 1530]
text-line: ২. পাকিস্তানের সংবিধানে বাংলা ভাষাকে অন্তর্ভুক্ত করা হয় কবে? bbox=[791, 1371, 996, 1398]
text-line: ক. প্রস্বেদন খ. ব্যাপন bbox=[547, 1969, 634, 1982]
text-line: ১৬. ভাগ প্রক্রিয়ায় একটি প্রয়োগে কয়টি সংখ্যার গ.সা.গু. নির্ণয় করা যায়? bbox=[1239, 881, 1455, 911]
text-line: ১. ধীরেন্দ্রনাথ দত্ত গণপরিষদের ভাষা হিসেবে উর্দু ও ইংরেজির পাশাপাশি বাংলার ব্যবহারের দাবি জানান কবে— bbox=[791, 1256, 1005, 1298]
psc-intro: প্রিয় শিক্ষার্থীরা, গণিত বিষয়ে ২নং প্রশ্ন থাকবে সংক্ষিপ্ত প্রশ্ন। bbox=[979, 660, 1221, 689]
text-line: গ. প্রস্বেদন ঘ. বিশেষ ধরনের ব্যাপন bbox=[304, 1872, 449, 1885]
text-line: যেমন— আমি বাংলাদেশ ভালোবাসি পর্যন্ত দ্বিচক্রযান করে। অথচ, আমি তাড়া পড়ে কালকে যাব, বললে তা বাক্যটির সঠিক অর্থ প্রকাশ করে। এটিই আসত্তি গুণ। bbox=[319, 1485, 530, 1546]
text-line: ক. H₂O খ. H₂ গ. O₂ ঘ. CO₂ bbox=[45, 1865, 174, 1878]
text-line: ১. একাধিক সংখ্যার সাধারণ গুণনীয়কের মধ্যে সবচেয়ে বড়টিকে কী বলা হয়? bbox=[979, 714, 1224, 743]
text-line: গ. প্রস্বেদন ঘ. ইমবাইবিশন bbox=[45, 1817, 152, 1830]
psc-box bbox=[968, 130, 1472, 1135]
text-line: আফসানা বেগম কাপড়ে নীল দেওয়ার জন্য বালতির পানিতে কয়েক ফোঁটা নীল দিল। কিছুক্ষণ পর দেখা গেল বালতির সব পানি নীল হয়ে গেল। bbox=[45, 1900, 292, 1941]
text-line: ক. ৪তম খ. ৫তম bbox=[1024, 1748, 1096, 1761]
text-line: গ. ইমবাইবিশন ঘ. প্রস্বেদন bbox=[304, 1820, 411, 1833]
text-line: গ. অলি আহমদ bbox=[1024, 2204, 1089, 2217]
text-line: ৩১. UN Coomen কত সালে প্রতিষ্ঠিত হয়? bbox=[1252, 1599, 1448, 1612]
exam-hall-photo bbox=[71, 524, 684, 841]
text-line: ক. কোষপ্রাচীর খ. মাছের পটকার পর্দা bbox=[304, 2165, 457, 2179]
text-line: ২০. উক্ত প্রক্রিয়ায়— bbox=[547, 2004, 637, 2017]
text-line: গ. ৫৭ দিন ঘ. ৫ দিন bbox=[791, 1471, 878, 1484]
science-question-list-2 bbox=[304, 1671, 537, 2213]
text-line: ২০. ৩, ৫ ও ৭-এর গ.সা.গু. কত? bbox=[1239, 1066, 1400, 1079]
bangla2-title: একাদশ-দ্বাদশ শ্রেণির বাংলা দ্বিতীয়পত্র bbox=[54, 1165, 571, 1204]
text-line: গ. ১ জুলাই ঘ. কোনোটিই নয় bbox=[1024, 1886, 1148, 1899]
text-line: গ. ii ও iii ঘ. i, ii ও iii bbox=[547, 2107, 645, 2120]
text-line: ক. শোষণ খ. ইমবাইবিশন bbox=[45, 1748, 149, 1761]
text-line: ক. ম্যাপল খ. দেবদারু bbox=[1252, 2173, 1342, 2186]
science-column-1 bbox=[45, 1671, 293, 2284]
text-line: ক. ২/৩ অংশ খ. ৩/২ অংশ bbox=[791, 2211, 903, 2224]
